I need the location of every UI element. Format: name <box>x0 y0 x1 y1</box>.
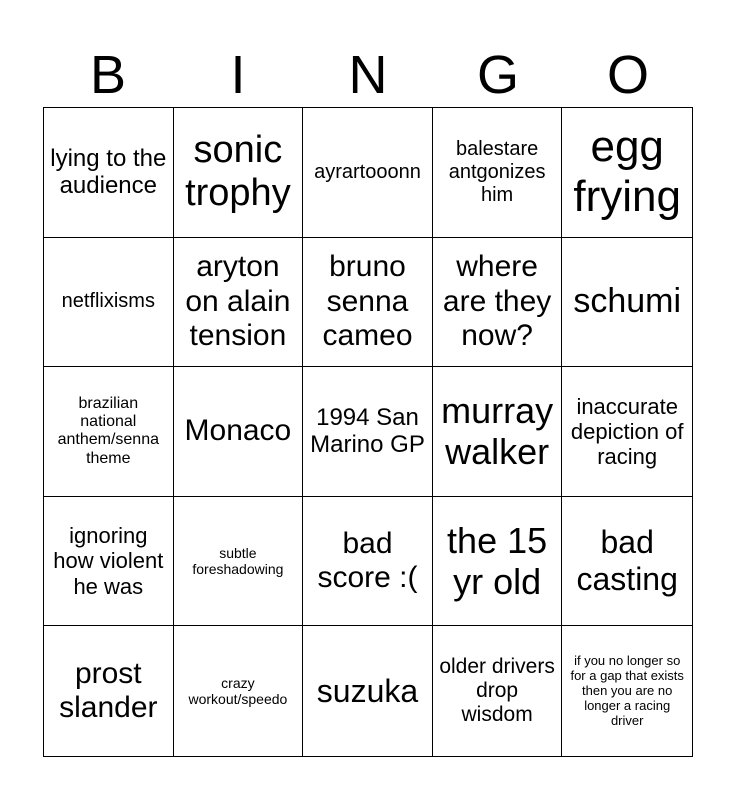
cell-text: suzuka <box>316 672 419 709</box>
bingo-cell[interactable] <box>562 497 692 627</box>
cell-text: bad casting <box>576 524 678 598</box>
bingo-board <box>43 107 693 757</box>
cell-text: netflixisms <box>61 290 155 313</box>
cell-text: Monaco <box>184 414 292 448</box>
bingo-cell[interactable] <box>44 497 174 627</box>
cell-text: schumi <box>573 282 682 321</box>
cell-text: bruno senna cameo <box>322 250 413 353</box>
cell-text: prost slander <box>59 656 158 725</box>
cell-text: bad score :( <box>317 526 418 595</box>
cell-text: the 15 yr old <box>447 519 548 603</box>
header-letter-b: B <box>89 45 127 105</box>
cell-text: balestare antgonizes him <box>448 137 546 206</box>
cell-text: older drivers drop wisdom <box>439 654 555 727</box>
bingo-cell[interactable] <box>44 238 174 368</box>
bingo-cell[interactable] <box>433 497 563 627</box>
header-letter-o: O <box>606 45 649 105</box>
bingo-cell[interactable] <box>174 238 304 368</box>
bingo-cell[interactable] <box>303 497 433 627</box>
bingo-cell[interactable] <box>174 108 304 238</box>
bingo-cell[interactable] <box>174 497 304 627</box>
bingo-cell[interactable] <box>562 238 692 368</box>
bingo-cell[interactable] <box>44 367 174 497</box>
bingo-cell[interactable] <box>562 626 692 756</box>
bingo-cell[interactable] <box>433 626 563 756</box>
bingo-cell[interactable] <box>303 367 433 497</box>
header-letter-n: N <box>348 45 388 105</box>
cell-text: crazy workout/speedo <box>188 675 288 708</box>
bingo-cell[interactable] <box>44 108 174 238</box>
cell-text: subtle foreshadowing <box>192 545 284 578</box>
bingo-header <box>43 44 693 106</box>
cell-text: sonic trophy <box>185 128 291 215</box>
bingo-cell[interactable] <box>433 108 563 238</box>
bingo-cell[interactable] <box>562 367 692 497</box>
bingo-cell[interactable] <box>303 626 433 756</box>
header-letter-g: G <box>476 45 519 105</box>
cell-text: ignoring how violent he was <box>53 523 164 599</box>
cell-text: if you no longer so for a gap that exists then you are no longer a racing driver <box>570 652 684 728</box>
bingo-cell[interactable] <box>174 626 304 756</box>
bingo-cell[interactable] <box>303 108 433 238</box>
cell-text: ayrartooonn <box>314 160 421 183</box>
bingo-cell[interactable] <box>433 367 563 497</box>
cell-text: murray walker <box>441 390 554 473</box>
cell-text: aryton on alain tension <box>185 250 291 353</box>
cell-text: 1994 San Marino GP <box>310 403 425 459</box>
bingo-cell[interactable] <box>174 367 304 497</box>
header-letter-i: I <box>230 45 246 105</box>
bingo-cell[interactable] <box>303 238 433 368</box>
cell-text: where are they now? <box>442 250 552 353</box>
cell-text: lying to the audience <box>50 144 167 200</box>
cell-text: egg frying <box>573 121 681 222</box>
bingo-cell[interactable] <box>433 238 563 368</box>
cell-text: brazilian national anthem/senna theme <box>57 394 159 467</box>
bingo-cell[interactable] <box>44 626 174 756</box>
cell-text: inaccurate depiction of racing <box>570 393 684 470</box>
bingo-cell[interactable] <box>562 108 692 238</box>
